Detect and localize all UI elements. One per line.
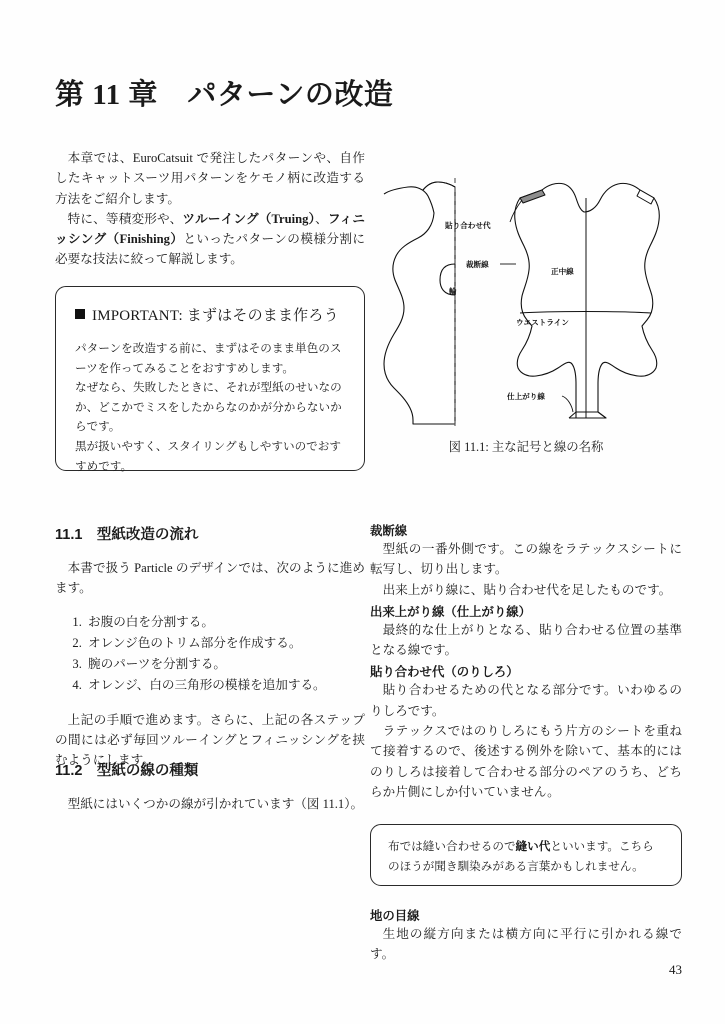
intro-paragraph-1: 本章では、EuroCatsuit で発注したパターンや、自作したキャットスーツ用パターンをケモノ柄に改造する方法をご紹介します。 [55, 151, 365, 206]
term-cutting-line: 裁断線 [370, 524, 408, 538]
section-11-1 [55, 523, 365, 770]
seam-allowance-note-text [388, 837, 664, 876]
note-pre: 布では縫い合わせるので [388, 840, 516, 853]
section-11-2-lead: 型紙にはいくつかの線が引かれています（図 11.1）。 [67, 797, 364, 811]
list-item: 1. お腹の白を分割する。 [85, 612, 365, 633]
important-callout-line-2: なぜなら、失敗したときに、それが型紙のせいなのか、どこかでミスをしたからなのかが分からないからです。 [75, 381, 342, 434]
important-callout-title-text: IMPORTANT: まずはそのまま作ろう [92, 308, 339, 324]
important-callout-title [75, 304, 345, 325]
label-glue-allowance: 貼り合わせ代 [445, 221, 491, 230]
figure-11-1 [370, 168, 682, 455]
grain-line-desc: 生地の縦方向または横方向に平行に引かれる線です。 [370, 927, 682, 962]
section-11-1-closing: 上記の手順で進めます。さらに、上記の各ステップの間には必ず毎回ツルーイングとフィニッシングを挟むようにします。 [55, 712, 365, 768]
finished-line-leader [562, 396, 573, 412]
label-fold-mark: 輪 [449, 287, 457, 296]
section-11-1-steps [55, 612, 365, 696]
label-center-line: 正中線 [551, 267, 574, 276]
chapter-title: 第 11 章 パターンの改造 [55, 79, 394, 111]
intro-p2-mid: 、 [315, 211, 328, 226]
term-glue-allowance: 貼り合わせ代（のりしろ） [370, 665, 519, 680]
grain-line-section [370, 906, 682, 965]
term-finishing: フィニッシング（Finishing） [55, 211, 366, 247]
list-item: 2. オレンジ色のトリム部分を作成する。 [85, 633, 365, 654]
list-item: 4. オレンジ、白の三角形の模様を追加する。 [85, 675, 365, 696]
label-waist-line: ウエストライン [516, 318, 569, 327]
cutting-line-desc-2: 出来上がり線に、貼り合わせ代を足したものです。 [382, 582, 672, 597]
glue-allowance-desc-2: ラテックスではのりしろにもう片方のシートを重ねて接着するので、後述する例外を除いて、基本的にはのりしろは接着して合わせる部分のペアのうち、どちらか片側にしか付いていません。 [370, 724, 682, 799]
figure-caption: 図 11.1: 主な記号と線の名称 [448, 440, 604, 454]
filled-square-bullet-icon [75, 309, 85, 319]
section-11-1-lead: 本書で扱う Particle のデザインでは、次のように進めます。 [55, 561, 365, 596]
term-finished-line: 出来上がり線（仕上がり線） [370, 604, 532, 619]
term-grain-line: 地の目線 [370, 909, 420, 923]
list-item: 3. 腕のパーツを分割する。 [85, 654, 365, 675]
pattern-diagram-svg [370, 168, 682, 426]
important-callout [55, 286, 365, 471]
note-post: といいます。こちらのほうが聞き馴染みがある言葉かもしれません。 [388, 840, 654, 873]
term-seam-allowance: 縫い代 [515, 840, 551, 853]
finished-line-desc-1: 最終的な仕上がりとなる、貼り合わせる位置の基準となる線です。 [370, 622, 682, 658]
label-finished-line: 仕上がり線 [507, 392, 545, 401]
seam-allowance-note-callout [370, 824, 682, 886]
intro-p2-pre: 特に、等積変形や、 [67, 211, 183, 226]
intro-paragraph-2 [55, 209, 365, 270]
cutting-line-desc-1: 型紙の一番外側です。この線をラテックスシートに転写し、切り出します。 [370, 542, 682, 577]
section-11-1-heading: 11.1 型紙改造の流れ [55, 527, 199, 543]
section-11-2 [55, 759, 365, 814]
page-number: 43 [669, 962, 682, 977]
front-pattern-outline [515, 183, 660, 418]
section-11-2-heading: 11.2 型紙の線の種類 [55, 763, 199, 779]
intro-p2-post: といったパターンの模様分割に必要な技法に絞って解説します。 [55, 232, 365, 267]
back-pattern-outline [384, 182, 455, 424]
important-callout-line-1: パターンを改造する前に、まずはそのまま単色のスーツを作ってみることをおすすめします。 [75, 342, 342, 375]
label-cutting-line: 裁断線 [466, 260, 489, 269]
line-type-definitions [370, 521, 682, 802]
term-truing: ツルーイング（Truing） [182, 211, 316, 226]
intro-block [55, 148, 365, 270]
glue-allowance-desc-1: 貼り合わせるための代となる部分です。いわゆるのりしろです。 [370, 683, 682, 718]
important-callout-line-3: 黒が扱いやすく、スタイリングもしやすいのでおすすめです。 [75, 439, 341, 473]
